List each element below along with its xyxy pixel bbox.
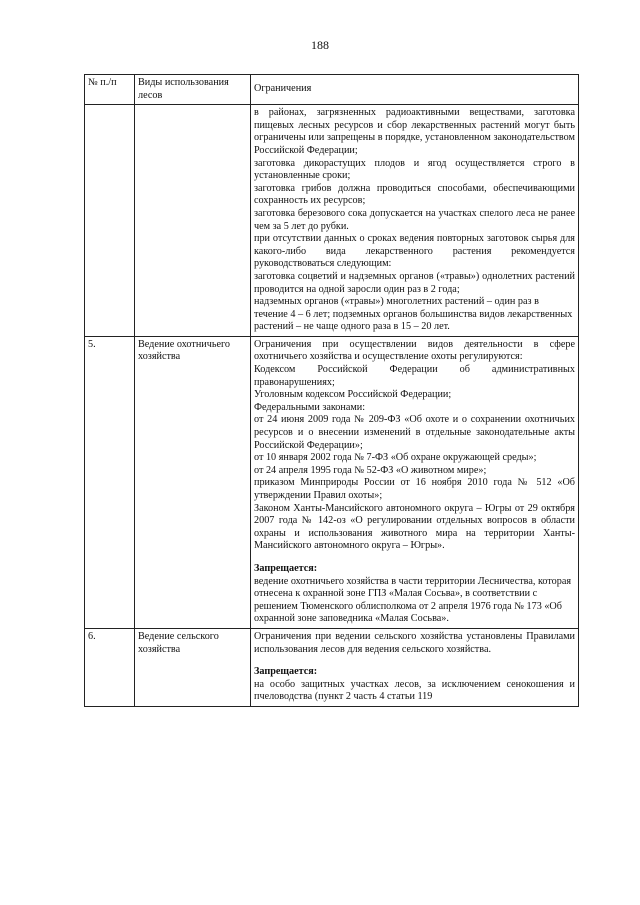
- row-number: 6.: [85, 628, 135, 706]
- restriction-paragraph: заготовка дикорастущих плодов и ягод осуществляется строго в установленные сроки;: [254, 157, 575, 182]
- prohibited-heading: Запрещается:: [254, 666, 318, 678]
- row-restrictions: [251, 628, 579, 706]
- row-use-type: Ведение охотничьего хозяйства: [135, 336, 251, 628]
- restriction-paragraph: в районах, загрязненных радиоактивными веществами, заготовка пищевых лесных ресурсов и сбор лекарственных растений могут быть ограничены или запрещены в порядке, установленном законодательством Российской Федерации;: [254, 107, 575, 156]
- restriction-paragraph: Законом Ханты-Мансийского автономного округа – Югры от 29 октября 2007 года № 142-оз «О регулировании отдельных вопросов в области охраны и использования животного мира на территории Ханты-Мансийского автономного округа – Югры».: [254, 502, 575, 552]
- table-row: [85, 628, 579, 706]
- row-number: [85, 105, 135, 337]
- row-restrictions: [251, 336, 579, 628]
- restriction-paragraph: при отсутствии данных о сроках ведения повторных заготовок сырья для какого-либо вида лекарственного растения рекомендуется руководствоваться следующим:: [254, 233, 575, 270]
- header-number: № п./п: [85, 75, 135, 105]
- restriction-paragraph: приказом Минприроды России от 16 ноября 2010 года № 512 «Об утверждении Правил охоты»;: [254, 477, 575, 501]
- restriction-paragraph: заготовка грибов должна проводиться способами, обеспечивающими сохранность их ресурсов;: [254, 182, 575, 207]
- row-use-type: [135, 105, 251, 337]
- table-row: [85, 336, 579, 628]
- prohibited-heading: Запрещается:: [254, 562, 318, 574]
- restriction-paragraph: Кодексом Российской Федерации об административных правонарушениях;: [254, 364, 575, 388]
- restriction-paragraph: от 10 января 2002 года № 7-ФЗ «Об охране окружающей среды»;: [254, 452, 537, 464]
- restriction-paragraph: надземных органов («травы») многолетних растений – один раз в течение 4 – 6 лет; подземных органов большинства видов лекарственных растений – не чаще одного раза в 15 – 20 лет.: [254, 296, 573, 333]
- page-number: 188: [311, 38, 329, 52]
- row-use-type: Ведение сельского хозяйства: [135, 628, 251, 706]
- prohibited-text: на особо защитных участках лесов, за исключением сенокошения и пчеловодства (пункт 2 часть 4 статьи 119: [254, 678, 575, 703]
- header-forest-use-type: Виды использования лесов: [135, 75, 251, 105]
- table-row: [85, 105, 579, 337]
- restriction-paragraph: Ограничения при ведении сельского хозяйства установлены Правилами использования лесов для ведения сельского хозяйства.: [254, 630, 575, 655]
- restriction-paragraph: Уголовным кодексом Российской Федерации;: [254, 389, 452, 401]
- table-header-row: [85, 75, 579, 105]
- restriction-paragraph: заготовка березового сока допускается на участках спелого леса не ранее чем за 5 лет до рубки.: [254, 207, 575, 232]
- restrictions-table: [84, 74, 579, 707]
- restriction-paragraph: от 24 июня 2009 года № 209-ФЗ «Об охоте и о сохранении охотничьих ресурсов и о внесении изменений в отдельные законодательные акты Российской Федерации»;: [254, 414, 575, 451]
- restriction-paragraph: заготовка соцветий и надземных органов («травы») однолетних растений проводится на одной заросли один раз в 2 года;: [254, 270, 575, 295]
- row-restrictions: [251, 105, 579, 337]
- restriction-paragraph: от 24 апреля 1995 года № 52-ФЗ «О животном мире»;: [254, 464, 487, 476]
- row-number: 5.: [85, 336, 135, 628]
- header-restrictions: Ограничения: [251, 75, 579, 105]
- restriction-paragraph: Ограничения при осуществлении видов деятельности в сфере охотничьего хозяйства и осуществление охоты регулируются:: [254, 338, 575, 363]
- restriction-paragraph: Федеральными законами:: [254, 401, 366, 413]
- prohibited-text: ведение охотничьего хозяйства в части территории Лесничества, которая отнесена к охранной зоне ГПЗ «Малая Сосьва», в соответствии с решением Тюменского облисполкома от 2 апреля 1976 года № 173 «Об охранной зоне заповедника «Малая Сосьва».: [254, 575, 572, 625]
